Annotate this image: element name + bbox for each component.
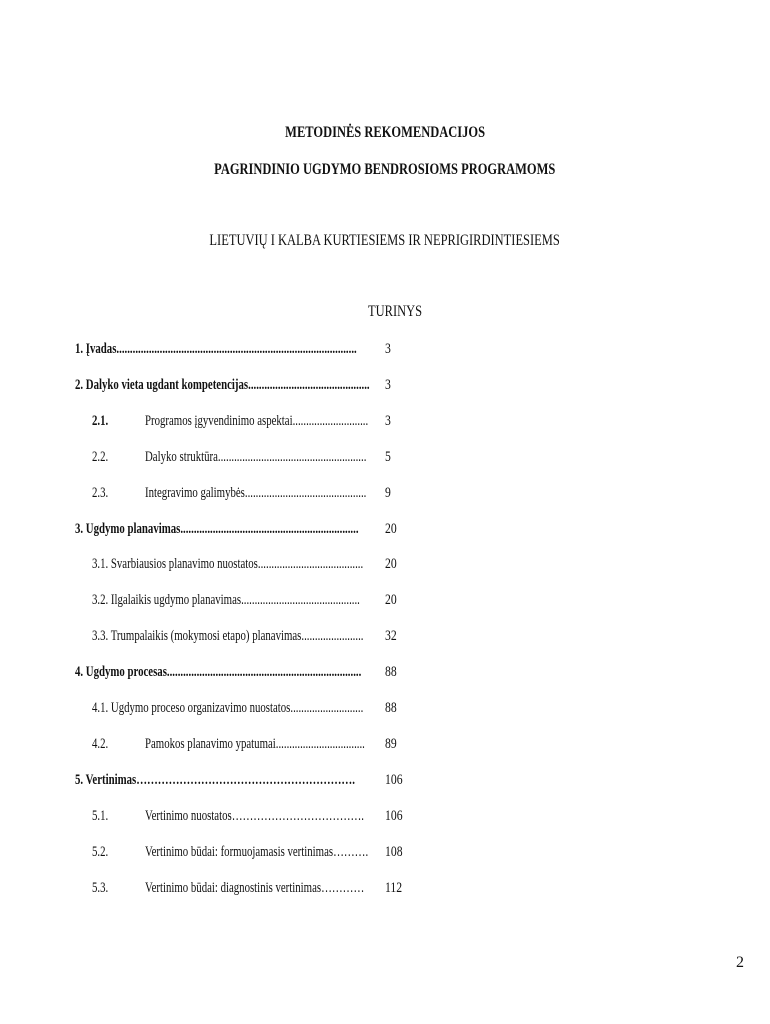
toc-entry-page-number: 112	[385, 880, 403, 896]
toc-entry-leader: .......................................	[257, 556, 364, 572]
toc-entry-label: 3.3. Trumpalaikis (mokymosi etapo) planavimas	[92, 628, 302, 644]
toc-entry-leader: .................................	[275, 736, 365, 752]
toc-entry-number: 4.2.	[92, 736, 109, 752]
toc-entry	[0, 878, 770, 898]
toc-entry-page-number: 106	[385, 808, 403, 824]
toc-entry-title[interactable]	[92, 626, 363, 646]
toc-entry-number: 5.1.	[92, 808, 109, 824]
toc-entry-leader: ……….	[333, 844, 369, 860]
toc-entry-title[interactable]	[92, 554, 363, 574]
toc-entry-title[interactable]	[75, 770, 355, 790]
toc-entry-number: 5.2.	[92, 844, 109, 860]
toc-entry-page-number: 88	[385, 664, 397, 680]
toc-entry	[0, 483, 770, 503]
toc-entry	[0, 339, 770, 359]
page-number: 2	[736, 954, 744, 971]
toc-entry-title[interactable]	[75, 662, 361, 682]
toc-entry-label: Pamokos planavimo ypatumai	[145, 736, 276, 752]
toc-entry-title[interactable]	[92, 590, 360, 610]
toc-heading: TURINYS	[368, 303, 423, 320]
toc-entry-number: 5.3.	[92, 880, 109, 896]
toc-entry-title[interactable]	[145, 878, 364, 898]
toc-entry	[0, 806, 770, 826]
toc-entry-label: 4.1. Ugdymo proceso organizavimo nuostatos	[92, 700, 291, 716]
toc-entry-leader: …………	[321, 880, 365, 896]
toc-entry-page-number: 108	[385, 844, 403, 860]
toc-entry	[0, 554, 770, 574]
toc-entry-page-number: 88	[385, 700, 397, 716]
toc-entry-title[interactable]	[145, 842, 368, 862]
toc-entry-page-number: 32	[385, 628, 397, 644]
toc-entry-leader: ............................................	[241, 592, 360, 608]
toc-entry-label: Vertinimo nuostatos	[145, 808, 232, 824]
toc-entry-label: Programos įgyvendinimo aspektai	[145, 413, 293, 429]
toc-entry-label: Vertinimo būdai: diagnostinis vertinimas	[145, 880, 322, 896]
toc-entry-page-number: 9	[385, 485, 391, 501]
toc-entry-title[interactable]	[75, 339, 357, 359]
toc-entry-number: 2.2.	[92, 449, 109, 465]
toc-entry-label: 3. Ugdymo planavimas	[75, 521, 181, 537]
toc-entry-number: 2.1.	[92, 413, 109, 429]
toc-entry	[0, 519, 770, 539]
toc-entry-number: 2.3.	[92, 485, 109, 501]
toc-entry-title[interactable]	[145, 806, 364, 826]
toc-entry-leader: ........................................................................	[166, 664, 362, 680]
toc-entry	[0, 734, 770, 754]
document-subject: LIETUVIŲ I KALBA KURTIESIEMS IR NEPRIGIRDINTIESIEMS	[209, 232, 561, 249]
toc-entry	[0, 590, 770, 610]
toc-entry-title[interactable]	[145, 483, 366, 503]
toc-entry-label: Dalyko struktūra	[145, 449, 218, 465]
toc-entry-leader: .......................................................	[217, 449, 367, 465]
toc-entry-title[interactable]	[145, 734, 365, 754]
toc-entry-leader: .........................................................................................	[116, 341, 357, 357]
toc-entry	[0, 411, 770, 431]
toc-entry	[0, 375, 770, 395]
toc-entry-label: 3.1. Svarbiausios planavimo nuostatos	[92, 556, 258, 572]
toc-entry-page-number: 3	[385, 377, 391, 393]
toc-entry-title[interactable]	[92, 698, 363, 718]
toc-entry-label: 3.2. Ilgalaikis ugdymo planavimas	[92, 592, 242, 608]
toc-entry	[0, 447, 770, 467]
toc-entry-page-number: 5	[385, 449, 391, 465]
toc-entry-title[interactable]	[145, 447, 366, 467]
toc-entry-leader: …………………………………………………….	[136, 772, 355, 788]
toc-entry-page-number: 89	[385, 736, 397, 752]
toc-entry-leader: .............................................	[244, 485, 367, 501]
toc-entry-page-number: 20	[385, 521, 397, 537]
toc-entry-leader: ……………………………….	[231, 808, 365, 824]
toc-entry-leader: .............................................	[248, 377, 370, 393]
toc-entry-page-number: 20	[385, 592, 397, 608]
toc-entry-label: Integravimo galimybės	[145, 485, 245, 501]
toc-entry-label: Vertinimo būdai: formuojamasis vertinimas	[145, 844, 334, 860]
toc-entry-leader: ............................	[292, 413, 369, 429]
toc-entry-page-number: 20	[385, 556, 397, 572]
toc-entry	[0, 698, 770, 718]
toc-entry	[0, 626, 770, 646]
toc-entry-label: 4. Ugdymo procesas	[75, 664, 167, 680]
document-title-line2: PAGRINDINIO UGDYMO BENDROSIOMS PROGRAMOMS	[214, 161, 556, 178]
toc-entry-leader: ...........................	[290, 700, 364, 716]
toc-entry-title[interactable]	[75, 519, 359, 539]
toc-entry-page-number: 3	[385, 341, 391, 357]
toc-entry-page-number: 106	[385, 772, 403, 788]
toc-entry-label: 1. Įvadas	[75, 341, 117, 357]
toc-entry-label: 2. Dalyko vieta ugdant kompetencijas	[75, 377, 249, 393]
toc-entry-page-number: 3	[385, 413, 391, 429]
toc-entry-title[interactable]	[145, 411, 368, 431]
toc-entry	[0, 842, 770, 862]
toc-entry-title[interactable]	[75, 375, 370, 395]
toc-entry	[0, 770, 770, 790]
toc-entry-leader: ..................................................................	[180, 521, 359, 537]
toc-entry-leader: .......................	[301, 628, 364, 644]
document-title-line1: METODINĖS REKOMENDACIJOS	[285, 124, 485, 141]
toc-entry	[0, 662, 770, 682]
toc-entry-label: 5. Vertinimas	[75, 772, 137, 788]
